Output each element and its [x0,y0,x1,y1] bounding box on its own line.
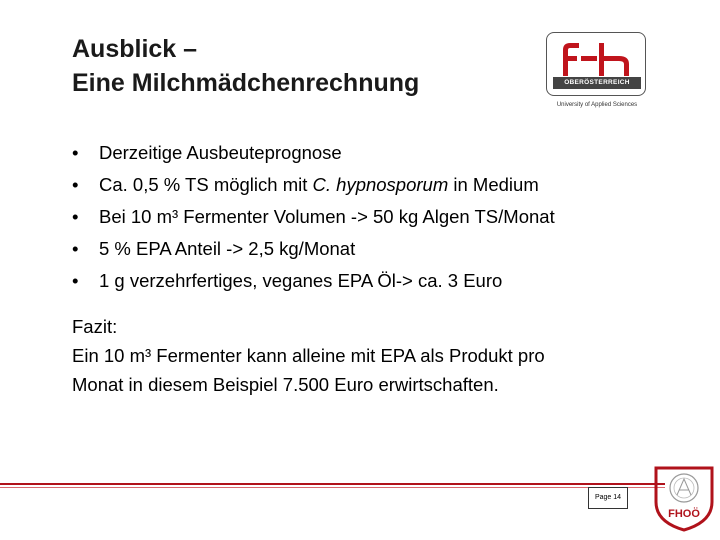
bullet-item-3 [72,201,555,233]
bullet-dot: • [72,206,79,227]
logo-tagline: University of Applied Sciences [556,102,638,108]
bullet-text-pre: Ca. 0,5 % TS möglich mit [99,174,313,195]
bullet-list [72,137,555,297]
conclusion-line-1: Ein 10 m³ Fermenter kann alleine mit EPA als Produkt pro [72,345,545,366]
fh-ooe-logo [544,30,650,114]
bullet-dot: • [72,238,79,259]
bullet-dot: • [72,270,79,291]
logo-frame [546,32,646,96]
conclusion-line-2: Monat in diesem Beispiel 7.500 Euro erwirtschaften. [72,374,499,395]
bullet-text: Derzeitige Ausbeuteprognose [99,142,342,163]
bullet-item-4 [72,233,555,265]
bullet-text: 1 g verzehrfertiges, veganes EPA Öl-> ca. 3 Euro [99,270,503,291]
seal-text: FHOÖ [668,508,700,520]
bullet-text-species: C. hypnosporum [312,174,449,195]
footer-divider-thin [0,487,665,488]
title-line-2: Eine Milchmädchenrechnung [72,69,420,97]
footer-divider [0,483,665,485]
fh-mark-icon [559,40,639,76]
bullet-text: 5 % EPA Anteil -> 2,5 kg/Monat [99,238,356,259]
bullet-dot: • [72,142,79,163]
bullet-dot: • [72,174,79,195]
fhooe-seal-icon [650,462,718,532]
page-number: Page 14 [588,487,628,509]
bullet-text: Bei 10 m³ Fermenter Volumen -> 50 kg Algen TS/Monat [99,206,555,227]
logo-subtitle: OBERÖSTERREICH [553,77,641,89]
bullet-text-post: in Medium [448,174,539,195]
bullet-item-2 [72,169,555,201]
conclusion-block [72,312,545,399]
bullet-item-5 [72,265,555,297]
slide-title [72,32,419,100]
conclusion-heading: Fazit: [72,316,118,337]
title-line-1: Ausblick – [72,35,198,63]
bullet-item-1 [72,137,555,169]
